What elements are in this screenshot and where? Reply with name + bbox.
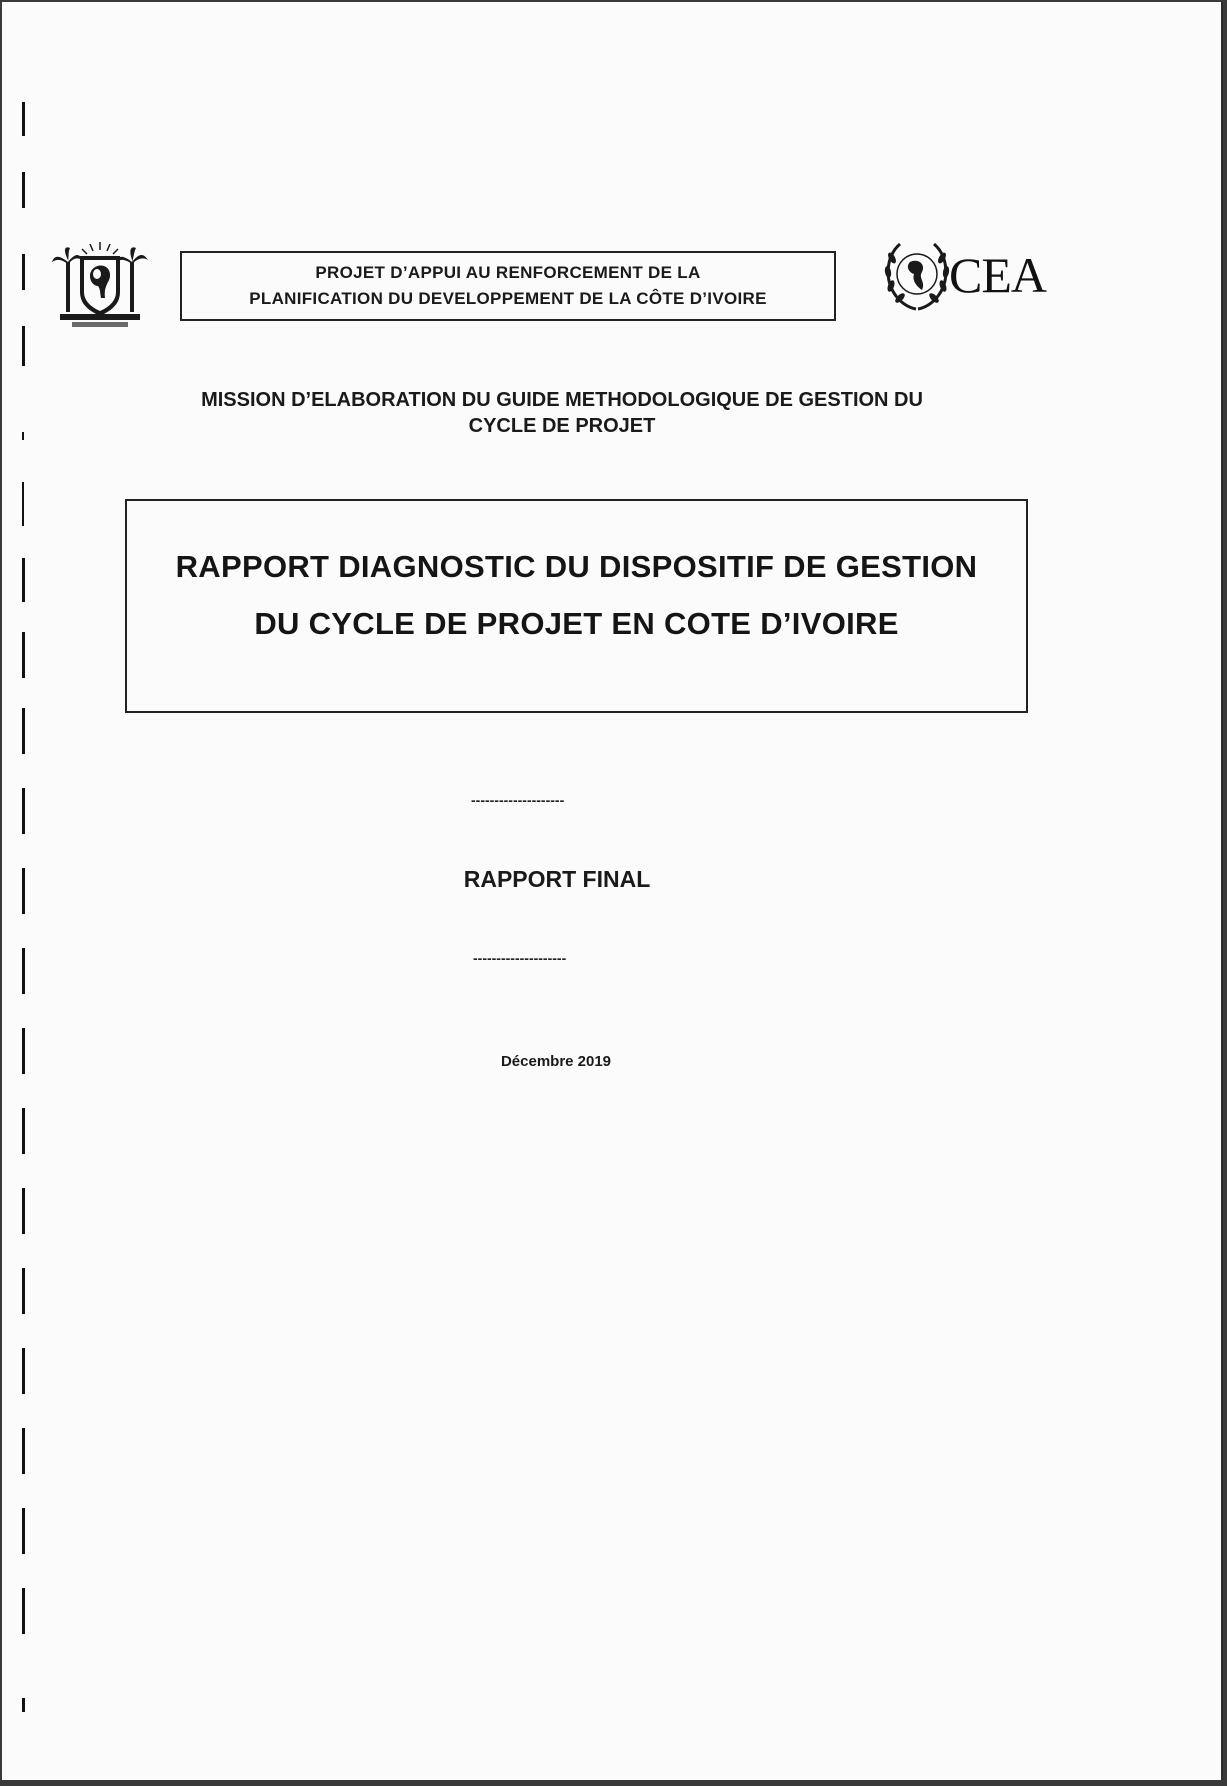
separator-top: -------------------- [471,792,565,808]
separator-bottom: -------------------- [473,950,567,966]
mission-heading [142,387,982,439]
report-status: RAPPORT FINAL [463,866,651,892]
report-title-line-1: RAPPORT DIAGNOSTIC DU DISPOSITIF DE GESTION [175,549,978,584]
mission-line-1: MISSION D’ELABORATION DU GUIDE METHODOLOGIQUE DE GESTION DU [201,389,923,411]
mission-line-2: CYCLE DE PROJET [468,415,656,437]
report-date: Décembre 2019 [500,1053,612,1070]
project-header-box [180,251,836,321]
united-nations-emblem-icon [882,234,952,314]
project-title-line-1: PROJET D’APPUI AU RENFORCEMENT DE LA [315,263,701,282]
binding-marks [22,102,30,1722]
document-page [2,2,1223,1780]
report-title-box [125,499,1028,713]
report-title-line-2: DU CYCLE DE PROJET EN COTE D’IVOIRE [254,606,899,641]
partner-logo-text: CEA [949,247,1046,303]
project-title-line-2: PLANIFICATION DU DEVELOPPEMENT DE LA CÔTE D’IVOIRE [249,289,767,308]
coat-of-arms-icon [50,240,150,330]
